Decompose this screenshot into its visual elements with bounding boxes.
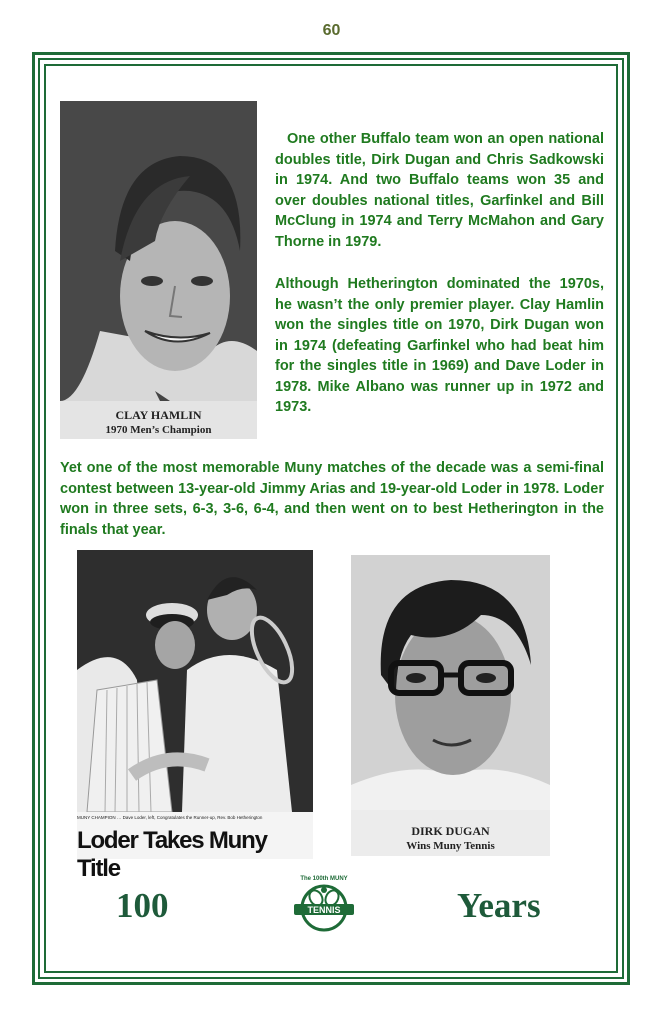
caption-dirk-dugan-sub: Wins Muny Tennis <box>406 840 495 852</box>
headline-loder-takes-muny-title: Loder Takes Muny Title <box>77 827 267 882</box>
footer-100: 100 <box>116 886 169 925</box>
caption-clay-hamlin-name: CLAY HAMLIN <box>115 408 202 422</box>
paragraph-1970s-players: Although Hetherington dominated the 1970s, he wasn’t the only premier player. Clay Hamlin won the singles title on 1970, Dirk Dugan won in 1974 (defeating Garfinkel who had beat him for the singles title in 1969) and Dave Loder in 1978. Mike Albano was runner up in 1972 and 1973. <box>275 276 604 415</box>
photo-loder-takes-muny-title <box>77 550 313 859</box>
paragraph-memorable-match: Yet one of the most memorable Muny matches of the decade was a semi-final contest between 13-year-old Jimmy Arias and 19-year-old Loder in 1978. Loder won in three sets, 6-3, 3-6, 6-4, and then went on to best Hetherington in the finals that year. <box>60 460 604 538</box>
svg-text:The 100th MUNY: The 100th MUNY <box>300 876 348 882</box>
paragraph-doubles-titles: One other Buffalo team won an open national doubles title, Dirk Dugan and Chris Sadkowski in 1974. And two Buffalo teams won 35 and over doubles national titles, Garfinkel and Bill McClung in 1974 and Terry McMahon and Gary Thorne in 1979. <box>275 131 604 250</box>
muny-tennis-logo <box>288 872 360 932</box>
svg-text:TENNIS: TENNIS <box>307 905 341 915</box>
caption-dirk-dugan-name: DIRK DUGAN <box>411 824 490 838</box>
page-number: 60 <box>322 22 341 39</box>
caption-clay-hamlin-sub: 1970 Men’s Champion <box>105 424 212 436</box>
caption-loder-small: MUNY CHAMPION … Dave Loder, left, Congratulates the Runner-up, Rev. Bob Hetherington <box>77 815 263 820</box>
photo-dirk-dugan <box>351 555 550 856</box>
photo-clay-hamlin <box>60 101 257 439</box>
footer-years: Years <box>457 886 541 925</box>
